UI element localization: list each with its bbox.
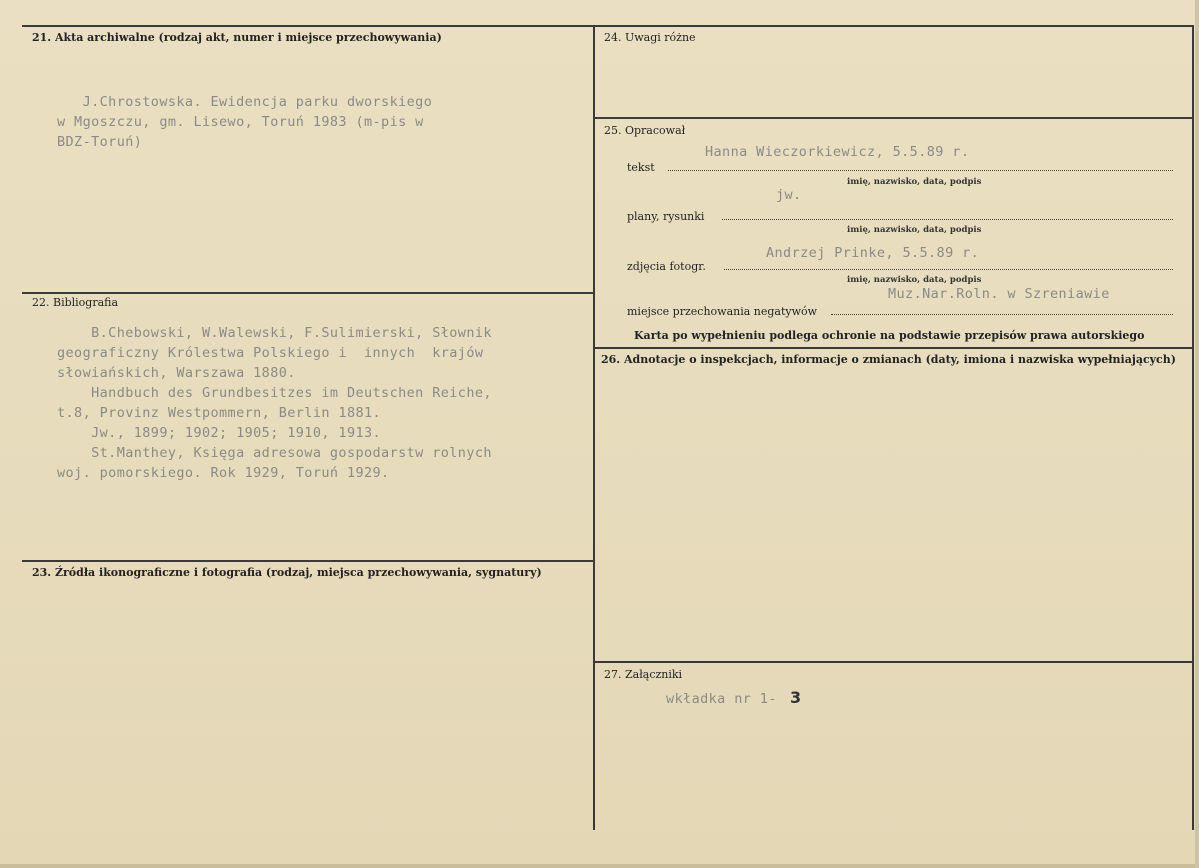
section-21-text-3: BDZ-Toruń) <box>57 134 143 150</box>
negatywy-label: miejsce przechowania negatywów <box>627 305 818 318</box>
section-22-text-1: B.Chebowski, W.Walewski, F.Sulimierski, Słownik <box>57 325 492 341</box>
divider-21-22 <box>22 292 594 294</box>
zdjecia-label: zdjęcia fotogr. <box>627 260 706 273</box>
section-22-text-6: Jw., 1899; 1902; 1905; 1910, 1913. <box>57 425 382 441</box>
zdjecia-caption: imię, nazwisko, data, podpis <box>847 275 982 285</box>
section-21-text-1: J.Chrostowska. Ewidencja parku dworskiego <box>57 94 433 110</box>
plany-value: jw. <box>776 187 802 203</box>
section-25-title: 25. Opracował <box>604 124 686 137</box>
plany-caption: imię, nazwisko, data, podpis <box>847 225 982 235</box>
plany-label: plany, rysunki <box>627 210 705 223</box>
zdjecia-dotted-line <box>724 269 1173 270</box>
section-22-text-4: Handbuch des Grundbesitzes im Deutschen Reiche, <box>57 385 492 401</box>
right-border <box>1192 25 1194 830</box>
center-divider <box>593 25 595 830</box>
section-22-text-2: geograficzny Królestwa Polskiego i innych krajów <box>57 345 484 361</box>
card-bottom-edge <box>0 864 1199 868</box>
section-26-title: 26. Adnotacje o inspekcjach, informacje o zmianach (daty, imiona i nazwiska wypełniających) <box>601 353 1176 366</box>
section-22-text-7: St.Manthey, Księga adresowa gospodarstw rolnych <box>57 445 492 461</box>
section-21-text-2: w Mgoszczu, gm. Lisewo, Toruń 1983 (m-pis w <box>57 114 424 130</box>
section-21-title: 21. Akta archiwalne (rodzaj akt, numer i miejsce przechowywania) <box>32 31 442 44</box>
card-right-edge <box>1195 0 1199 868</box>
handwritten-number: 3 <box>790 688 802 707</box>
plany-dotted-line <box>722 219 1173 220</box>
divider-22-23 <box>22 560 594 562</box>
tekst-dotted-line <box>668 170 1173 171</box>
tekst-caption: imię, nazwisko, data, podpis <box>847 177 982 187</box>
negatywy-value: Muz.Nar.Roln. w Szreniawie <box>888 286 1110 302</box>
section-22-text-3: słowiańskich, Warszawa 1880. <box>57 365 296 381</box>
divider-26-27 <box>595 661 1194 663</box>
top-border <box>22 25 1194 27</box>
section-27-value: wkładka nr 1- <box>666 691 777 707</box>
tekst-label: tekst <box>627 161 655 174</box>
negatywy-dotted-line <box>831 314 1173 315</box>
section-23-title: 23. Źródła ikonograficzne i fotografia (rodzaj, miejsca przechowywania, sygnatury) <box>32 566 542 579</box>
divider-25-26 <box>595 347 1194 349</box>
tekst-value: Hanna Wieczorkiewicz, 5.5.89 r. <box>705 144 970 160</box>
zdjecia-value: Andrzej Prinke, 5.5.89 r. <box>766 245 980 261</box>
section-22-text-8: woj. pomorskiego. Rok 1929, Toruń 1929. <box>57 465 390 481</box>
section-24-title: 24. Uwagi różne <box>604 31 696 44</box>
section-22-title: 22. Bibliografia <box>32 296 119 309</box>
section-22-text-5: t.8, Provinz Westpommern, Berlin 1881. <box>57 405 382 421</box>
divider-24-25 <box>595 117 1194 119</box>
section-27-title: 27. Załączniki <box>604 668 683 681</box>
copyright-note: Karta po wypełnieniu podlega ochronie na podstawie przepisów prawa autorskiego <box>634 329 1145 342</box>
